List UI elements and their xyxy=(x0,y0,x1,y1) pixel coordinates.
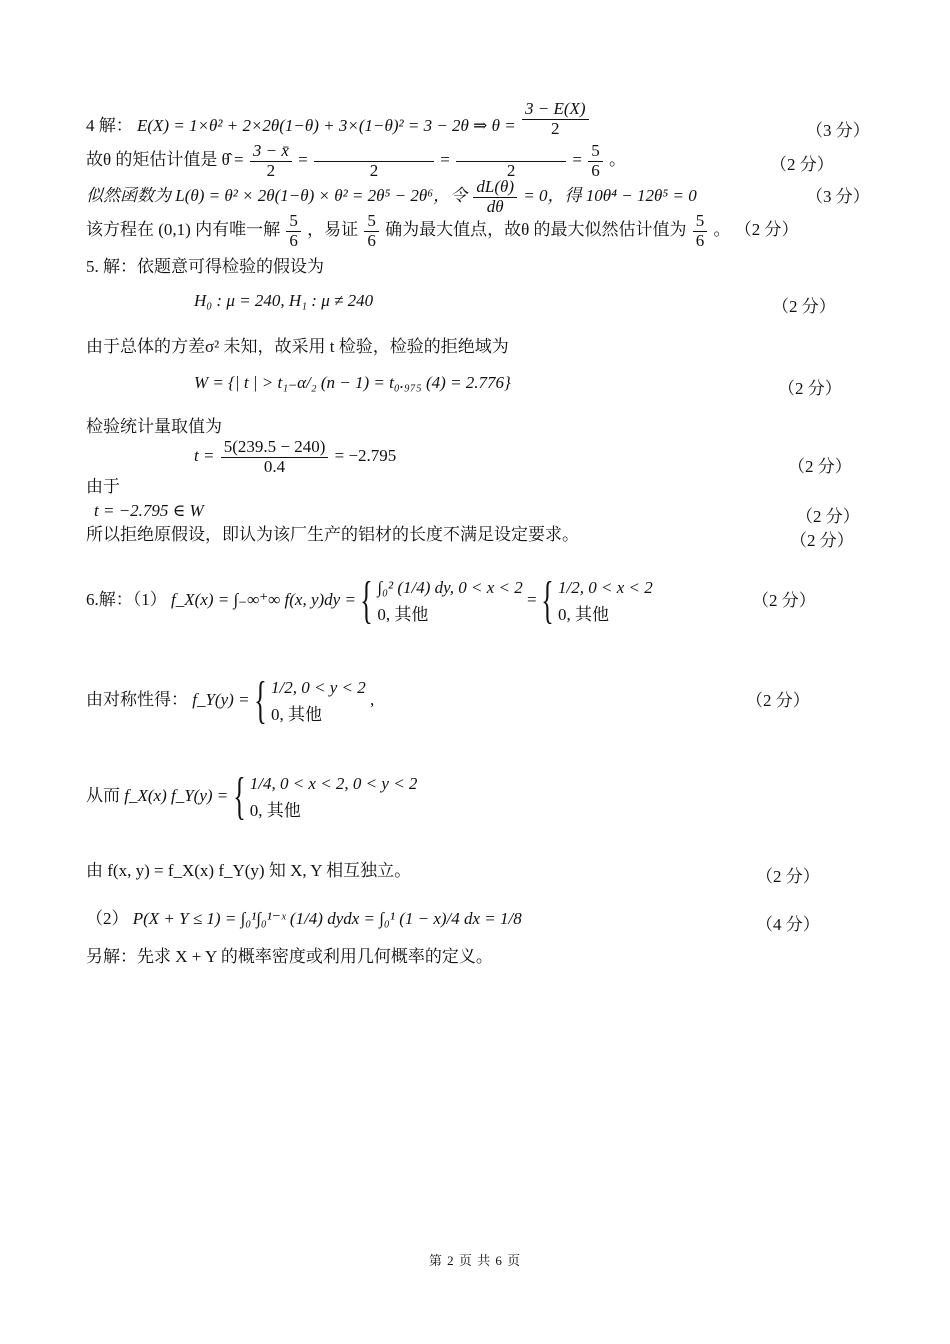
q6-score-4: （4 分） xyxy=(756,915,820,934)
q4-moment-estimate-label: 故θ 的矩估计值是 θ̂ = xyxy=(86,150,248,170)
q5-score-3: （2 分） xyxy=(788,457,852,476)
q5-score-2: （2 分） xyxy=(778,379,842,398)
q5-stat: t = $\frac{5(239.5 - 240)}{0.4}$ = −2.795 xyxy=(194,437,397,476)
q5-score-5: （2 分） xyxy=(790,531,854,550)
q6-score-2: （2 分） xyxy=(746,691,810,710)
q4-derivative-frac: $\frac{dL(\theta)}{d\theta}$ xyxy=(473,178,517,216)
q4-score-2: （2 分） xyxy=(770,155,834,174)
q4-frac-3: 2 xyxy=(456,142,566,180)
q6-cases-sym: 1/2, 0 < y < 2 0, 其他 xyxy=(271,678,366,725)
q6-score-3: （2 分） xyxy=(756,867,820,886)
q4-score-4: （2 分） xyxy=(734,220,799,240)
q6-probability: P(X + Y ≤ 1) = ∫₀¹∫₀¹⁻ˣ (1/4) dydx = ∫₀¹ (1 − x)/4 dx = 1/8 xyxy=(132,909,522,928)
q4-derivative-eq: = 0，得 10θ⁴ − 12θ⁵ = 0 xyxy=(523,186,697,206)
q5-since: 由于 xyxy=(86,477,120,496)
q4-line2: 故θ 的矩估计值是 θ̂ = $\frac{3 - x̄}{2}$ = 2 = 2 = $\frac{5}{6}$ 。 xyxy=(86,141,626,180)
q5-since-expr: t = −2.795 ∈ W xyxy=(94,501,204,520)
q6-product: 从而 f_X(x) f_Y(y) = { 1/4, 0 < x < 2, 0 < y < 2 0, 其他 xyxy=(86,768,418,826)
q4-solution-frac: $\frac{5}{6}$ xyxy=(286,212,301,250)
q6-marginal-x: f_X(x) = ∫₋∞⁺∞ f(x, y)dy = xyxy=(171,590,361,610)
q5-stat-label: 检验统计量取值为 xyxy=(86,417,222,436)
q5-hypothesis: H₀ : μ = 240, H₁ : μ ≠ 240 xyxy=(194,291,374,310)
q4-frac-4: $\frac{5}{6}$ xyxy=(588,142,603,180)
q6-cases-2: 1/2, 0 < x < 2 0, 其他 xyxy=(558,578,653,625)
q6-part1: 6.解：（1） f_X(x) = ∫₋∞⁺∞ f(x, y)dy = { ∫₀² (1/4) dy, 0 < x < 2 0, 其他 = { 1/2, 0 < x < 2 0, 其他 xyxy=(86,572,653,630)
q5-score-4: （2 分） xyxy=(796,507,860,526)
q5-score-1: （2 分） xyxy=(772,297,836,316)
q4-head: 4 解： xyxy=(86,116,133,136)
q4-line4: 该方程在 (0,1) 内有唯一解 $\frac{5}{6}$ ，易证 $\frac{5}{6}$ 确为最大值点，故θ 的最大似然估计值为 $\frac{5}{6}$ 。 （2 分） xyxy=(86,211,799,250)
q6-cases-1: ∫₀² (1/4) dy, 0 < x < 2 0, 其他 xyxy=(377,578,523,625)
q4-frac-2: 2 xyxy=(314,142,434,180)
q4-likelihood: 似然函数为 L(θ) = θ² × 2θ(1−θ) × θ² = 2θ⁵ − 2θ⁶，令 xyxy=(86,186,468,206)
q4-moment-eq: E(X) = 1×θ² + 2×2θ(1−θ) + 3×(1−θ)² = 3 − 2θ ⇒ θ = xyxy=(137,116,520,136)
page-footer: 第 2 页 共 6 页 xyxy=(428,1253,522,1268)
q6-alternative: 另解：先求 X + Y 的概率密度或利用几何概率的定义。 xyxy=(86,947,493,966)
q6-independence: 由 f(x, y) = f_X(x) f_Y(y) 知 X, Y 相互独立。 xyxy=(86,861,412,880)
q4-frac-1: $\frac{3 - x̄}{2}$ xyxy=(250,142,292,180)
q5-title: 5. 解：依题意可得检验的假设为 xyxy=(86,257,324,276)
q4-mle-frac: $\frac{5}{6}$ xyxy=(693,212,708,250)
q6-score-1: （2 分） xyxy=(752,591,816,610)
q4-line1 xyxy=(86,99,591,138)
q4-line3 xyxy=(86,178,697,216)
q5-stat-frac: $\frac{5(239.5 - 240)}{0.4}$ xyxy=(221,438,329,476)
q6-cases-prod: 1/4, 0 < x < 2, 0 < y < 2 0, 其他 xyxy=(249,774,418,821)
q4-max-frac: $\frac{5}{6}$ xyxy=(364,212,379,250)
q4-score-3: （3 分） xyxy=(806,187,870,206)
q5-method: 由于总体的方差σ² 未知，故采用 t 检验，检验的拒绝域为 xyxy=(86,337,509,356)
q5-conclusion: 所以拒绝原假设，即认为该厂生产的铝材的长度不满足设定要求。 xyxy=(86,525,579,544)
q4-moment-frac: $\frac{3 - E(X)}{2}$ xyxy=(522,100,589,138)
q6-symmetry: 由对称性得： f_Y(y) = { 1/2, 0 < y < 2 0, 其他 , xyxy=(86,672,375,730)
q5-rejection-region: W = {| t | > t₁₋α/₂ (n − 1) = t₀.₉₇₅ (4) = 2.776} xyxy=(194,373,511,392)
q6-part2: （2） P(X + Y ≤ 1) = ∫₀¹∫₀¹⁻ˣ (1/4) dydx = ∫₀¹ (1 − x)/4 dx = 1/8 xyxy=(86,909,522,928)
q4-score-1: （3 分） xyxy=(806,121,870,140)
